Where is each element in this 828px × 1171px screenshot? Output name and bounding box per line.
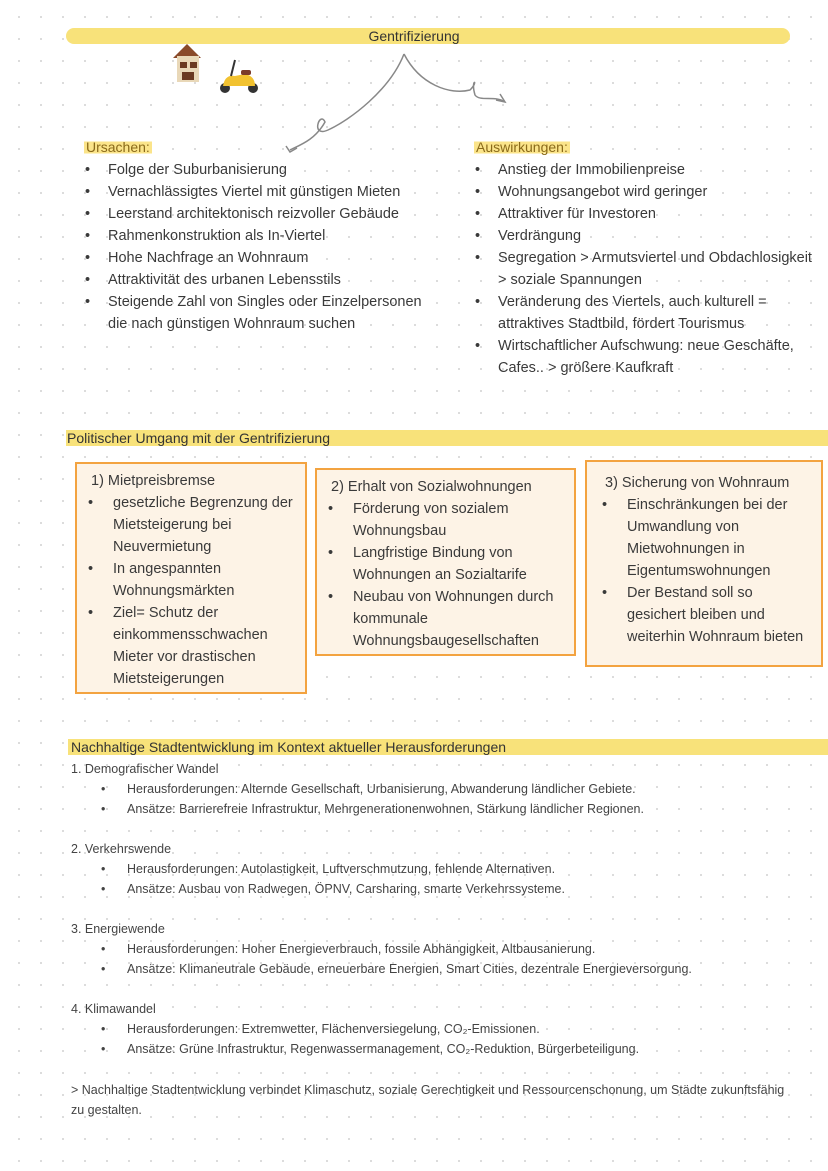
list-item: • Ansätze: Barrierefreie Infrastruktur, Mehrgenerationenwohnen, Stärkung ländlicher Regionen. (71, 799, 644, 819)
section-klima (71, 999, 639, 1059)
illustrations (165, 38, 265, 98)
section-title: 3. Energiewende (71, 922, 165, 936)
section-title: 2. Verkehrswende (71, 842, 172, 856)
list-item: • Segregation > Armutsviertel und Obdachlosigkeit > soziale Spannungen (474, 247, 824, 291)
auswirkungen-section (474, 139, 824, 379)
list-item: • Ansätze: Grüne Infrastruktur, Regenwassermanagement, CO₂-Reduktion, Bürgerbeteiligung. (71, 1039, 639, 1059)
section-energie (71, 919, 692, 979)
list-item: • Wirtschaftlicher Aufschwung: neue Geschäfte, Cafes.. > größere Kaufkraft (474, 335, 824, 379)
list-item: • Herausforderungen: Extremwetter, Flächenversiegelung, CO₂-Emissionen. (71, 1019, 639, 1039)
list-item: • Herausforderungen: Hoher Energieverbrauch, fossile Abhängigkeit, Altbausanierung. (71, 939, 692, 959)
list-item: • Folge der Suburbanisierung (84, 159, 429, 181)
policy-box-1 (75, 462, 307, 694)
list-item: • Wohnungsangebot wird geringer (474, 181, 824, 203)
list-item: • Steigende Zahl von Singles oder Einzelpersonen die nach günstigen Wohnraum suchen (84, 291, 429, 335)
ursachen-heading: Ursachen: (86, 139, 150, 155)
list-item: • Ansätze: Klimaneutrale Gebäude, erneuerbare Energien, Smart Cities, dezentrale Energieversorgung. (71, 959, 692, 979)
house-icon (173, 44, 201, 82)
section-title: 1. Demografischer Wandel (71, 762, 219, 776)
list-item: • Rahmenkonstruktion als In-Viertel (84, 225, 429, 247)
politik-heading: Politischer Umgang mit der Gentrifizierung (67, 430, 330, 446)
policy-box-2 (315, 468, 576, 656)
conclusion: > Nachhaltige Stadtentwicklung verbindet Klimaschutz, soziale Gerechtigkeit und Ressourcenschonung, um Städte zukunftsfähig zu gestalten. (71, 1083, 785, 1117)
list-item: • Langfristige Bindung von Wohnungen an Sozialtarife (327, 542, 564, 586)
list-item: • Herausforderungen: Autolastigkeit, Luftverschmutzung, fehlende Alternativen. (71, 859, 565, 879)
section-verkehr (71, 839, 565, 899)
nachhaltig-heading: Nachhaltige Stadtentwicklung im Kontext aktueller Herausforderungen (71, 739, 507, 755)
section-demografie (71, 759, 644, 819)
list-item: • Attraktiver für Investoren (474, 203, 824, 225)
page-title: Gentrifizierung (368, 28, 460, 44)
scooter-icon (220, 60, 258, 93)
ursachen-section (84, 139, 429, 335)
list-item: • Ansätze: Ausbau von Radwegen, ÖPNV, Carsharing, smarte Verkehrssysteme. (71, 879, 565, 899)
list-item: • Einschränkungen bei der Umwandlung von Mietwohnungen in Eigentumswohnungen (601, 494, 815, 582)
list-item: • Förderung von sozialem Wohnungsbau (327, 498, 564, 542)
policy-box-title: 2) Erhalt von Sozialwohnungen (331, 479, 532, 495)
list-item: • gesetzliche Begrenzung der Mietsteigerung bei Neuvermietung (87, 492, 295, 558)
policy-box-title: 3) Sicherung von Wohnraum (605, 475, 790, 491)
list-item: • Hohe Nachfrage an Wohnraum (84, 247, 429, 269)
policy-box-title: 1) Mietpreisbremse (91, 473, 216, 489)
policy-box-3 (585, 460, 823, 667)
section-title: 4. Klimawandel (71, 1002, 156, 1016)
list-item: • Herausforderungen: Alternde Gesellschaft, Urbanisierung, Abwanderung ländlicher Gebiete. (71, 779, 644, 799)
list-item: • Verdrängung (474, 225, 824, 247)
auswirkungen-heading: Auswirkungen: (476, 139, 568, 155)
list-item: • Vernachlässigtes Viertel mit günstigen Mieten (84, 181, 429, 203)
list-item: • Leerstand architektonisch reizvoller Gebäude (84, 203, 429, 225)
list-item: • In angespannten Wohnungsmärkten (87, 558, 295, 602)
list-item: • Anstieg der Immobilienpreise (474, 159, 824, 181)
list-item: • Veränderung des Viertels, auch kulturell = attraktives Stadtbild, fördert Tourismus (474, 291, 824, 335)
list-item: • Attraktivität des urbanen Lebensstils (84, 269, 429, 291)
list-item: • Der Bestand soll so gesichert bleiben und weiterhin Wohnraum bieten (601, 582, 815, 648)
list-item: • Ziel= Schutz der einkommensschwachen Mieter vor drastischen Mietsteigerungen (87, 602, 295, 690)
list-item: • Neubau von Wohnungen durch kommunale Wohnungsbaugesellschaften (327, 586, 564, 652)
